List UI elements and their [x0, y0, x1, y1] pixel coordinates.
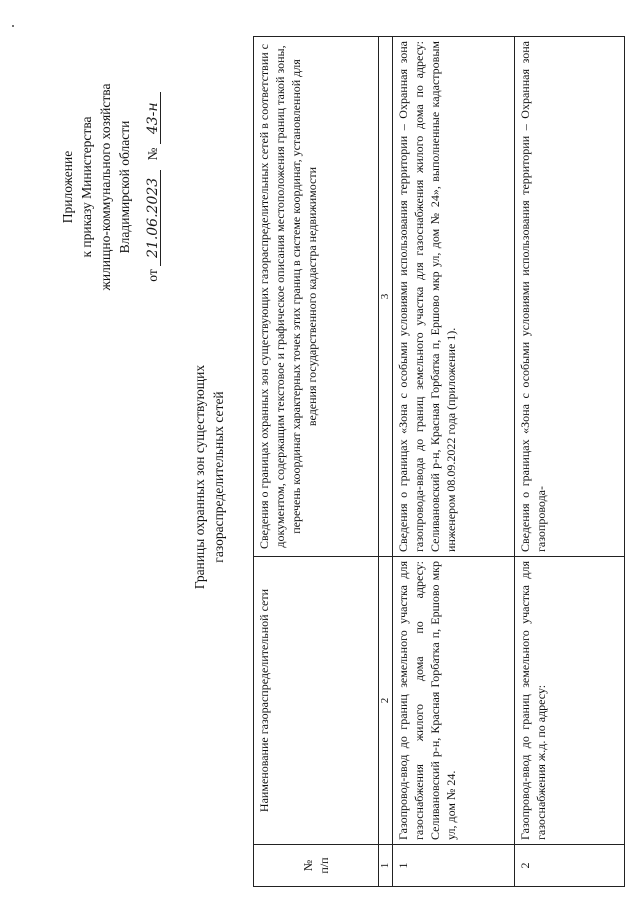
row-2-name: Газопровод-ввод до границ земельного участка для газоснабжения ж.д. по адресу:: [514, 557, 624, 845]
title-line-1: Границы охранных зон существующих: [192, 364, 207, 590]
document-title: [190, 287, 228, 667]
scan-speck: [12, 25, 14, 27]
appendix-block: [58, 57, 162, 317]
row-2-number: 2: [514, 845, 624, 887]
title-line-2: газораспределительных сетей: [211, 391, 226, 563]
header-col-name: Наименование газораспределительной сети: [254, 557, 379, 845]
row-1-number: 1: [393, 845, 514, 887]
table-row: [393, 37, 514, 887]
row-1-info: Сведения о границах «Зона с особыми условиями использования территории – Охранная зона газопровода-ввода до границ земельного участка для газоснабжения жилого дома по адресу: Селивановский р-н, Красная Горбатка п, Ершово мкр ул, дом № 24», выполненные кадастровым инженером 08.09.2022 года (приложение 1).: [393, 37, 514, 557]
appendix-order-line: к приказу Министерства: [79, 116, 94, 258]
appendix-ministry-line: жилищно-коммунального хозяйства: [98, 83, 113, 291]
header-number-2: 2: [379, 557, 393, 845]
appendix-date-number-line: [143, 57, 162, 317]
table-header-row: [254, 37, 379, 887]
appendix-label: Приложение: [60, 150, 75, 224]
handwritten-date: 21.06.2023: [146, 170, 161, 266]
header-col-info: Сведения о границах охранных зон существующих газораспределительных сетей в соответствии с документом, содержащим текстовое и графическое описания местоположения границ такой зоны, перечень координат характерных точек этих границ в системе координат, установленной для ведения государственного кадастра недвижимости: [254, 37, 379, 557]
handwritten-number: 43-н: [146, 92, 161, 144]
date-prefix: от: [145, 269, 160, 282]
number-sign: №: [145, 147, 160, 161]
gas-network-zones-table: [253, 36, 625, 887]
row-2-info: Сведения о границах «Зона с особыми условиями использования территории – Охранная зона газопровода-: [514, 37, 624, 557]
header-number-1: 1: [379, 845, 393, 887]
header-col-number-text: № п/п: [301, 857, 332, 874]
row-1-name: Газопровод-ввод до границ земельного участка для газоснабжения жилого дома по адресу: Селивановский р-н, Красная Горбатка п, Ершово мкр ул, дом № 24.: [393, 557, 514, 845]
appendix-region-line: Владимирской области: [117, 120, 132, 254]
header-number-3: 3: [379, 37, 393, 557]
table-row: [514, 37, 624, 887]
header-col-number: [254, 845, 379, 887]
header-numbers-row: [379, 37, 393, 887]
